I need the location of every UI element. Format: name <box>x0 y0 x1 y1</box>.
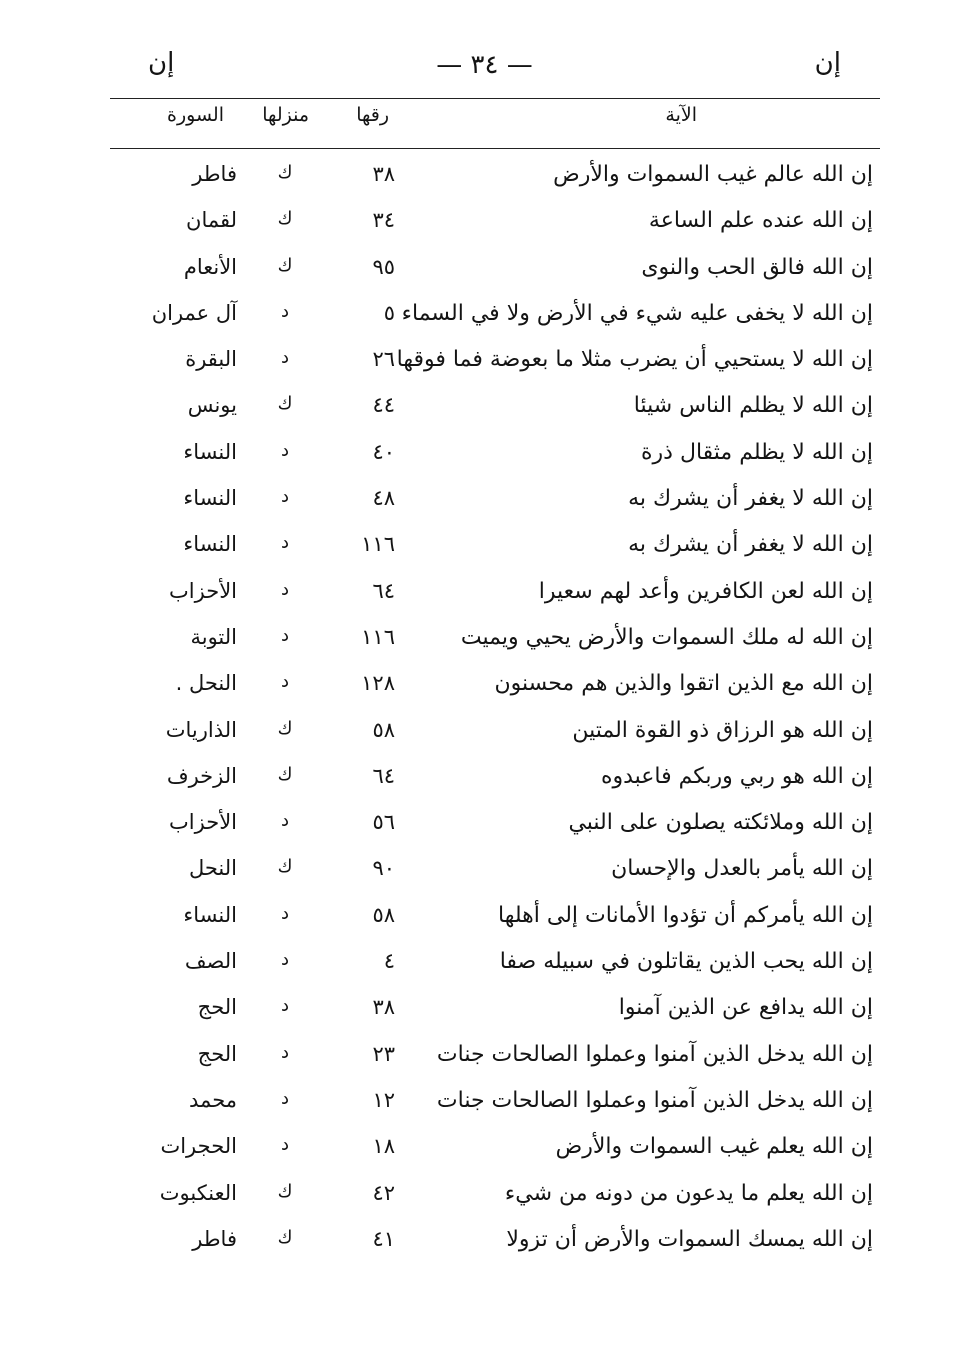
table-row <box>0 806 969 852</box>
table-row <box>0 482 969 528</box>
column-header-surah: السورة <box>167 104 224 126</box>
page-number: — ٣٤ — <box>436 50 533 80</box>
surah-name: محمد <box>189 1087 237 1112</box>
ayah-text: إن الله له ملك السموات والأرض يحيي ويميت <box>460 624 873 650</box>
ayah-text: إن الله يأمركم أن تؤدوا الأمانات إلى أهلها <box>498 902 873 928</box>
ayah-number: ١٨ <box>372 1134 395 1159</box>
revelation-place: د <box>280 1134 289 1156</box>
ayah-number: ١١٦ <box>361 624 395 649</box>
ayah-number: ١١٦ <box>361 532 395 557</box>
table-row <box>0 251 969 297</box>
revelation-place: ك <box>277 254 293 276</box>
ayah-text: إن الله يدافع عن الذين آمنوا <box>618 995 873 1021</box>
surah-name: النساء <box>183 532 237 557</box>
ayah-text: إن الله يدخل الذين آمنوا وعملوا الصالحات جنات <box>436 1087 873 1113</box>
ayah-text: إن الله لا يغفر أن يشرك به <box>628 532 873 558</box>
surah-name: فاطر <box>192 1226 237 1251</box>
ayah-number: ٣٨ <box>372 162 395 186</box>
table-row <box>0 1038 969 1084</box>
table-row <box>0 714 969 760</box>
revelation-place: د <box>280 624 289 646</box>
surah-name: الزخرف <box>166 763 237 788</box>
table-row <box>0 575 969 621</box>
header-rule <box>110 98 880 99</box>
surah-name: العنكبوت <box>159 1180 237 1205</box>
revelation-place: ك <box>277 208 293 230</box>
revelation-place: د <box>280 486 289 508</box>
revelation-place: ك <box>277 393 293 415</box>
table-row <box>0 389 969 435</box>
table-row <box>0 158 969 204</box>
ayah-text: إن الله عنده علم الساعة <box>648 208 873 234</box>
ayah-text: إن الله يدخل الذين آمنوا وعملوا الصالحات جنات <box>436 1041 873 1067</box>
table-row <box>0 991 969 1037</box>
revelation-place: د <box>280 578 289 600</box>
column-header-rule <box>110 148 880 149</box>
revelation-place: د <box>280 671 289 693</box>
running-head-left: إن <box>148 48 175 78</box>
column-header-manzil: منزلها <box>262 104 309 126</box>
ayah-text: إن الله يعلم ما يدعون من دونه من شيء <box>504 1180 873 1206</box>
revelation-place: ك <box>277 1226 293 1248</box>
revelation-place: ك <box>277 1180 293 1202</box>
surah-name: النساء <box>183 486 237 511</box>
revelation-place: د <box>280 532 289 554</box>
surah-name: الأحزاب <box>169 578 237 603</box>
surah-name: آل عمران <box>151 300 237 325</box>
table-row <box>0 436 969 482</box>
ayah-text: إن الله وملائكته يصلون على النبي <box>568 810 873 836</box>
table-row <box>0 1084 969 1130</box>
table-row <box>0 899 969 945</box>
ayah-number: ٥٨ <box>372 902 395 927</box>
table-row <box>0 1223 969 1269</box>
table-row <box>0 1130 969 1176</box>
ayah-text: إن الله هو الرزاق ذو القوة المتين <box>572 717 873 743</box>
revelation-place: ك <box>277 763 293 785</box>
ayah-number: ٥ <box>383 300 395 325</box>
revelation-place: د <box>280 810 289 832</box>
revelation-place: د <box>280 902 289 924</box>
ayah-number: ٤١ <box>372 1226 395 1251</box>
surah-name: الحجرات <box>160 1134 237 1159</box>
ayah-text: إن الله لا يستحيي أن يضرب مثلا ما بعوضة فما فوقها <box>396 347 873 373</box>
ayah-text: إن الله يعلم غيب السموات والأرض <box>555 1134 873 1160</box>
ayah-number: ٢٣ <box>372 1041 395 1066</box>
ayah-number: ٥٨ <box>372 717 395 742</box>
ayah-text: إن الله لا يظلم الناس شيئا <box>633 393 873 419</box>
surah-name: النحل . <box>175 671 237 696</box>
surah-name: الحج <box>197 995 237 1020</box>
column-header-ayah: الآية <box>665 104 697 126</box>
surah-name: لقمان <box>186 208 237 233</box>
surah-name: يونس <box>187 393 237 418</box>
table-row <box>0 667 969 713</box>
table-row <box>0 945 969 991</box>
table-row <box>0 760 969 806</box>
table-row <box>0 297 969 343</box>
table-row <box>0 852 969 898</box>
ayah-number: ٦٤ <box>372 763 395 788</box>
surah-name: النحل <box>188 856 237 881</box>
table-row <box>0 1177 969 1223</box>
surah-name: الأنعام <box>183 254 237 279</box>
surah-name: فاطر <box>192 162 237 186</box>
ayah-number: ٣٤ <box>372 208 395 233</box>
surah-name: الصف <box>184 949 237 974</box>
ayah-text: إن الله يمسك السموات والأرض أن تزولا <box>506 1226 873 1252</box>
revelation-place: د <box>280 347 289 369</box>
revelation-place: د <box>280 300 289 322</box>
ayah-number: ٩٠ <box>372 856 395 881</box>
index-table <box>0 158 969 1269</box>
ayah-number: ٤٢ <box>372 1180 395 1205</box>
revelation-place: ك <box>277 856 293 878</box>
surah-name: النساء <box>183 439 237 464</box>
ayah-number: ٤٠ <box>372 439 395 464</box>
surah-name: النساء <box>183 902 237 927</box>
ayah-text: إن الله مع الذين اتقوا والذين هم محسنون <box>494 671 873 697</box>
ayah-text: إن الله عالم غيب السموات والأرض <box>553 162 873 187</box>
ayah-number: ٤٨ <box>372 486 395 511</box>
revelation-place: ك <box>277 162 293 183</box>
revelation-place: د <box>280 439 289 461</box>
ayah-text: إن الله لعن الكافرين وأعد لهم سعيرا <box>538 578 873 604</box>
surah-name: التوبة <box>190 624 237 649</box>
revelation-place: د <box>280 1041 289 1063</box>
surah-name: البقرة <box>185 347 237 372</box>
ayah-number: ٦٤ <box>372 578 395 603</box>
table-row <box>0 343 969 389</box>
ayah-text: إن الله يأمر بالعدل والإحسان <box>611 856 873 882</box>
ayah-number: ٥٦ <box>372 810 395 835</box>
table-row <box>0 621 969 667</box>
ayah-number: ١٢ <box>372 1087 395 1112</box>
table-row <box>0 528 969 574</box>
revelation-place: ك <box>277 717 293 739</box>
table-row <box>0 204 969 250</box>
ayah-text: إن الله لا يظلم مثقال ذرة <box>641 439 873 465</box>
running-head-right: إن <box>814 48 841 78</box>
column-header-number: رقها <box>356 104 389 126</box>
ayah-text: إن الله فالق الحب والنوى <box>641 254 873 280</box>
revelation-place: د <box>280 1087 289 1109</box>
ayah-text: إن الله لا يخفى عليه شيء في الأرض ولا في السماء <box>401 300 873 326</box>
surah-name: الحج <box>197 1041 237 1066</box>
surah-name: الأحزاب <box>169 810 237 835</box>
ayah-number: ٣٨ <box>372 995 395 1020</box>
ayah-number: ١٢٨ <box>361 671 395 696</box>
ayah-number: ٤ <box>383 949 395 974</box>
ayah-text: إن الله هو ربي وربكم فاعبدوه <box>600 763 873 789</box>
ayah-text: إن الله يحب الذين يقاتلون في سبيله صفا <box>499 949 873 975</box>
revelation-place: د <box>280 995 289 1017</box>
ayah-text: إن الله لا يغفر أن يشرك به <box>628 486 873 512</box>
ayah-number: ٩٥ <box>372 254 395 279</box>
ayah-number: ٤٤ <box>372 393 395 418</box>
ayah-number: ٢٦ <box>372 347 395 372</box>
surah-name: الذاريات <box>165 717 237 742</box>
revelation-place: د <box>280 949 289 971</box>
